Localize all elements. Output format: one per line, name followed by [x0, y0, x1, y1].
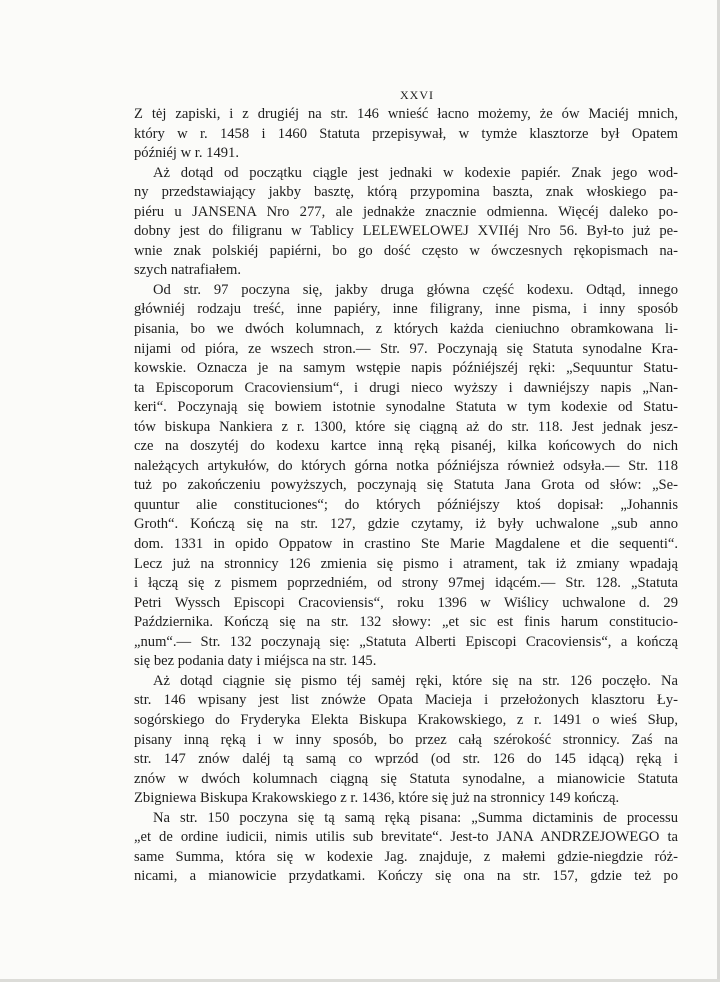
text-line: ta Episcoporum Cracoviensium“, i drugi nieco wyższy i dawniéjszy napis „Nan- [134, 379, 678, 396]
body-text [134, 105, 678, 887]
text-line: piéru u JANSENA Nro 277, ale jednakże znacznie odmienna. Więcéj daleko po- [134, 203, 678, 220]
text-line: tów biskupa Nankiera z r. 1300, które się ciągną aż do str. 118. Jest jednak jesz- [134, 418, 678, 435]
text-line: szych natrafiałem. [134, 262, 241, 279]
text-line: Lecz już na stronnicy 126 zmienia się pismo i atrament, tak iż zmiany wpadają [134, 555, 678, 572]
text-line: keri“. Poczynają się bowiem istotnie synodalne Statuta w tym kodexie od Statu- [134, 399, 678, 416]
page-number: XXVI [400, 88, 434, 102]
text-line: dom. 1331 in opido Oppatow in crastino Ste Marie Magdalene et die sequenti“. [134, 536, 678, 553]
text-line: główniéj rodzaju treść, inne papiéry, inne filigrany, inne pisma, i inny sposób [134, 301, 678, 318]
text-line: Z tėj zapiski, i z drugiéj na str. 146 wnieść łacno możemy, że ów Maciéj mnich, [134, 106, 678, 122]
text-line: dobny jest do filigranu w Tablicy LELEWELOWEJ XVIIéj Nro 56. Był-to już pe- [134, 223, 678, 240]
text-line: Groth“. Kończą się na str. 127, gdzie czytamy, iż były uchwalone „sub anno [134, 516, 678, 533]
text-line: należących artykułów, do których górna notka późniéjsza również odsyła.— Str. 118 [134, 457, 678, 474]
text-line: quuntur alie constituciones“; do których późniéjszy ktoś dopisał: „Johannis [134, 496, 678, 513]
text-line: Aż dotąd od początku ciągle jest jednaki w kodexie papiér. Znak jego wod- [153, 164, 678, 181]
text-line: wnie znak polskiéj papiérni, bo go dość często w ówczesnych rękopismach na- [134, 242, 678, 259]
text-line: „num“.— Str. 132 poczynają się: „Statuta Alberti Episcopi Cracoviensis“, a kończą [134, 633, 678, 650]
text-line: nicami, a mianowicie przydatkami. Kończy się ona na str. 157, gdzie też po [134, 868, 678, 885]
text-line: cze na doszytéj do kodexu kartce inną ręką pisanéj, kilka końcowych do nich [134, 438, 678, 455]
text-line: Petri Wyssch Episcopi Cracoviensis“, roku 1396 w Wiślicy uchwalone d. 29 [134, 594, 678, 611]
text-line: i łączą się z pismem poprzedniém, od strony 97mej idącém.— Str. 128. „Statuta [134, 575, 678, 592]
text-line: nijami od pióra, ze wszech stron.— Str. 97. Poczynają się Statuta synodalne Kra- [134, 340, 678, 357]
text-line: się bez podania daty i miéjsca na str. 145. [134, 653, 377, 670]
text-line: pisany inną ręką i w inny sposób, bo przez całą szérokość stronnicy. Zaś na [134, 731, 678, 748]
text-line: kowskie. Oznacza je na samym wstępie napis późniéjszéj ręki: „Sequuntur Statu- [134, 360, 678, 377]
text-line: „et de ordine iudicii, nimis utilis sub brevitate“. Jest-to JANA ANDRZEJOWEGO ta [134, 829, 678, 846]
text-line: Października. Kończą się na str. 132 słowy: „et sic est finis harum constitucio- [134, 614, 678, 631]
text-line: Zbigniewa Biskupa Krakowskiego z r. 1436, które się już na stronnicy 149 kończą. [134, 790, 620, 807]
text-line: późniéj w r. 1491. [134, 145, 239, 162]
text-line: pisania, bo we dwóch kolumnach, z których każda cieniuchno obramkowana li- [134, 321, 678, 338]
text-line: który w r. 1458 i 1460 Statuta przepisywał, w tymże klasztorze był Opatem [134, 125, 678, 142]
text-line: same Summa, która się w kodexie Jag. znajduje, z małemi gdzie-niegdzie róż- [134, 848, 678, 865]
text-line: Od str. 97 poczyna się, jakby druga główna część kodexu. Odtąd, innego [153, 281, 678, 298]
text-line: Na str. 150 poczyna się tą samą ręką pisana: „Summa dictaminis de processu [153, 809, 678, 826]
text-line: str. 146 wpisany jest list znówże Opata Macieja i przełożonych klasztoru Ły- [134, 692, 678, 709]
text-line: tuż po zakończeniu powyższych, poczynają się Statuta Jana Grota od słów: „Se- [134, 477, 678, 494]
text-line: Aż dotąd ciągnie się pismo téj samėj ręki, które się na str. 126 poczęło. Na [153, 672, 678, 689]
text-line: znów w dwóch kolumnach ciągną się Statuta synodalne, a mianowicie Statuta [134, 770, 678, 787]
text-line: ny przedstawiający jakby basztę, którą przypomina baszta, znak włoskiego pa- [134, 184, 678, 201]
text-line: sogórskiego do Fryderyka Elekta Biskupa Krakowskiego, z r. 1491 o wieś Słup, [134, 711, 678, 728]
text-line: str. 147 znów daléj tą samą co wprzód (od str. 126 do 145 idącą) ręką i [134, 751, 678, 768]
